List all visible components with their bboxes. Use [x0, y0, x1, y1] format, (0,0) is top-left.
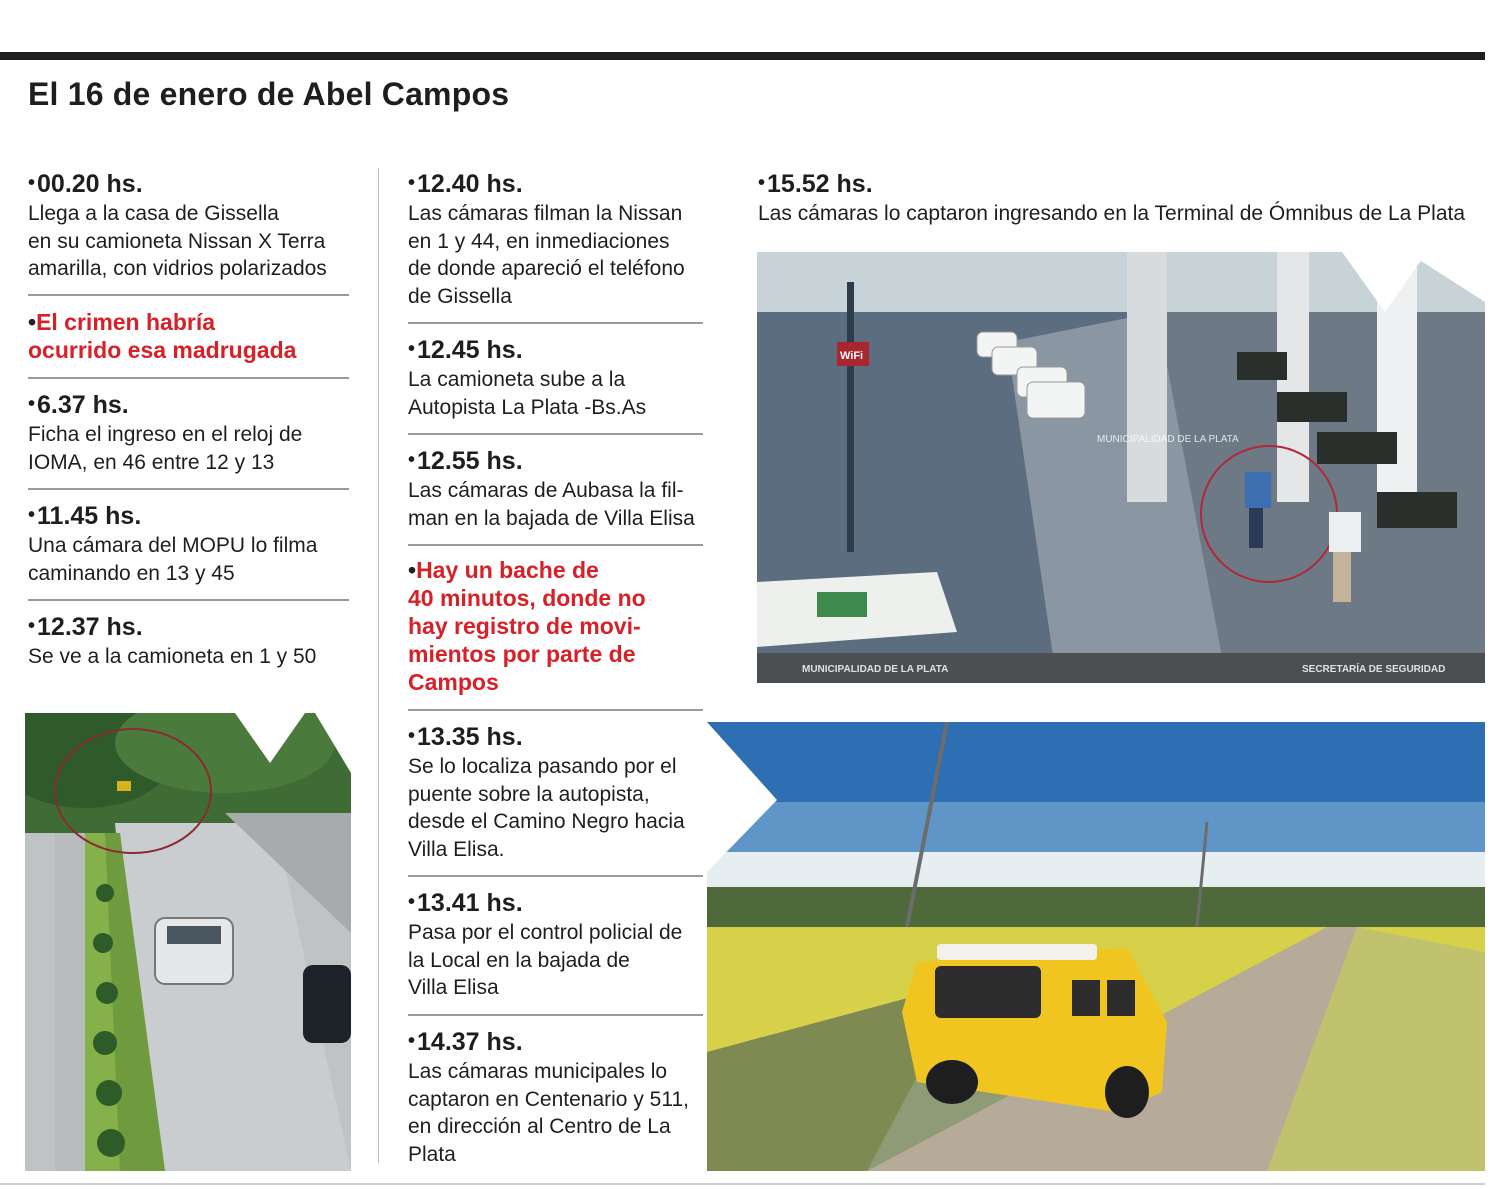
- timeline-entry-0637: [28, 389, 302, 476]
- entry-time: •12.37 hs.: [28, 613, 143, 641]
- divider: [28, 599, 349, 601]
- entry-time: •13.35 hs.: [408, 723, 523, 751]
- entry-time: •12.45 hs.: [408, 336, 523, 364]
- entry-description: Llega a la casa de Gissella en su camioneta Nissan X Terra amarilla, con vidrios polarizados: [28, 202, 327, 280]
- entry-time: •00.20 hs.: [28, 170, 143, 198]
- highlight-gap: •Hay un bache de 40 minutos, donde no hay registro de movi- mientos por parte de Campos: [408, 557, 646, 695]
- timeline-entry-1552: [758, 168, 1465, 228]
- timeline-entry-0020: [28, 168, 327, 283]
- entry-description: Las cámaras de Aubasa la fil- man en la bajada de Villa Elisa: [408, 479, 695, 530]
- highlight-crime: •El crimen habría ocurrido esa madrugada: [28, 309, 297, 363]
- entry-time: •13.41 hs.: [408, 889, 523, 917]
- entry-description: Se lo localiza pasando por el puente sobre la autopista, desde el Camino Negro hacia Villa Elisa.: [408, 755, 685, 861]
- top-rule: [0, 52, 1485, 60]
- divider: [408, 544, 703, 546]
- timeline-entry-1341: [408, 887, 682, 1002]
- timeline-entry-1335: [408, 721, 685, 863]
- divider: [28, 488, 349, 490]
- timeline-entry-1240: [408, 168, 685, 310]
- photo-caption-left: MUNICIPALIDAD DE LA PLATA: [802, 664, 949, 675]
- entry-time: •12.55 hs.: [408, 447, 523, 475]
- divider: [28, 294, 349, 296]
- entry-description: Pasa por el control policial de la Local en la bajada de Villa Elisa: [408, 921, 683, 999]
- entry-description: La camioneta sube a la Autopista La Plata -Bs.As: [408, 368, 647, 419]
- timeline-entry-1145: [28, 500, 317, 587]
- divider: [408, 709, 703, 711]
- entry-description: Ficha el ingreso en el reloj de IOMA, en 46 entre 12 y 13: [28, 423, 303, 474]
- street-camera-photo: [25, 713, 351, 1171]
- yellow-truck-photo: [707, 722, 1485, 1171]
- timeline-entry-1245: [408, 334, 646, 421]
- timeline-entry-1237: [28, 611, 316, 671]
- divider: [28, 377, 349, 379]
- entry-time: •14.37 hs.: [408, 1028, 523, 1056]
- divider: [408, 875, 703, 877]
- entry-time: •6.37 hs.: [28, 391, 129, 419]
- column-divider: [378, 168, 379, 1163]
- entry-description: Una cámara del MOPU lo filma caminando en 13 y 45: [28, 534, 318, 585]
- timeline-entry-1437: [408, 1026, 689, 1168]
- divider: [408, 1014, 703, 1016]
- bottom-rule: [0, 1183, 1485, 1185]
- entry-description: Se ve a la camioneta en 1 y 50: [28, 645, 317, 668]
- entry-time: •15.52 hs.: [758, 170, 873, 198]
- entry-description: Las cámaras municipales lo captaron en Centenario y 511, en dirección al Centro de La Plata: [408, 1060, 689, 1166]
- wifi-sign: WiFi: [840, 350, 864, 362]
- page-title: El 16 de enero de Abel Campos: [28, 76, 510, 112]
- entry-time: •12.40 hs.: [408, 170, 523, 198]
- entry-time: •11.45 hs.: [28, 502, 142, 530]
- divider: [408, 433, 703, 435]
- entry-description: Las cámaras filman la Nissan en 1 y 44, en inmediaciones de donde apareció el teléfono de Gissella: [408, 202, 685, 308]
- divider: [408, 322, 703, 324]
- yellow-truck: [902, 944, 1167, 1118]
- timeline-entry-1255: [408, 445, 695, 532]
- entry-description: Las cámaras lo captaron ingresando en la Terminal de Ómnibus de La Plata: [758, 202, 1466, 225]
- terminal-camera-photo: [757, 252, 1485, 683]
- camera-watermark: MUNICIPALIDAD DE LA PLATA: [1097, 434, 1239, 445]
- photo-caption-right: SECRETARÍA DE SEGURIDAD: [1302, 664, 1446, 675]
